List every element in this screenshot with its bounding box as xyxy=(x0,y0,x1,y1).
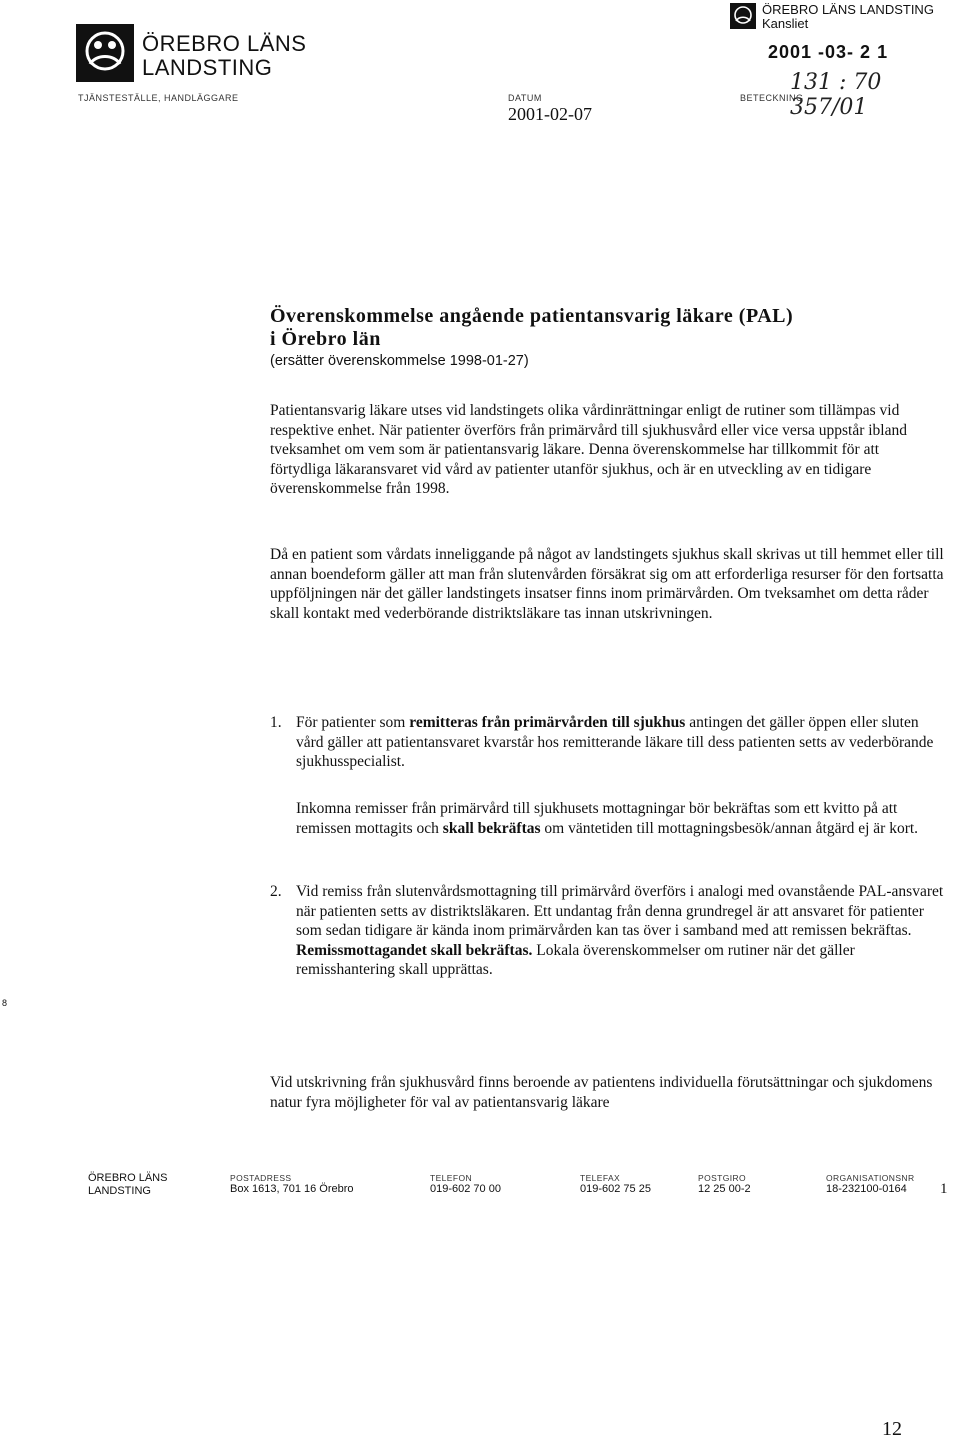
footer-side-number: 1 xyxy=(940,1181,948,1197)
item1-number: 1. xyxy=(270,714,282,731)
footer-fax xyxy=(580,1173,651,1195)
fax-value: 019-602 75 25 xyxy=(580,1183,651,1195)
stamp-logo-icon xyxy=(730,3,756,29)
footer-org-line2: LANDSTING xyxy=(88,1185,151,1197)
org-name xyxy=(142,32,306,80)
unit-label: TJÄNSTESTÄLLE, HANDLÄGGARE xyxy=(78,93,239,103)
item1-sub-text: Inkomna remisser från primärvård till sjukhusets mottagningar bör bekräftas som ett kvitto på att remissen mottagits och skall bekräftas om väntetiden till mottagningsbesök/annan åtgärd ej är kort. xyxy=(296,800,919,837)
item2-text: Vid remiss från slutenvårdsmottagning till primärvård överförs i analogi med ovanstående PAL-ansvaret när patienten setts av distriktsläkaren. Ett undantag från denna grundregel är att ansvaret för patienter som sedan tidigare är kända inom primärvården kan tas över i samband med att remissen bekräftas. Remissmottagandet skall bekräftas. Lokala överenskommelser om rutiner när det gäller remisshantering skall upprättas. xyxy=(296,883,944,978)
fax-label: TELEFAX xyxy=(580,1173,621,1183)
item2-number: 2. xyxy=(270,883,282,900)
phone-label: TELEFON xyxy=(430,1173,473,1183)
stamp-dept: Kansliet xyxy=(762,16,809,31)
title-line1: Överenskommelse angående patientansvarig läkare (PAL) xyxy=(270,305,794,327)
stamp-date: 2001 -03- 2 1 xyxy=(768,42,889,62)
footer-phone xyxy=(430,1173,501,1195)
handwritten-reference: 131 : 70 357/01 xyxy=(790,70,882,120)
org-name-line1: ÖREBRO LÄNS xyxy=(142,31,307,56)
giro-value: 12 25 00-2 xyxy=(698,1183,751,1195)
stamp-org xyxy=(762,3,934,31)
intro-paragraph: Patientansvarig läkare utses vid landstingets olika vårdinrättningar enligt de rutiner som tillämpas vid respektive enhet. När patienter överförs från primärvård till sjukhusvård eller vice versa uppstår ibland tveksamhet om vem som är patientansvarig läkare. Denna överenskommelse har tillkommit för att förtydliga läkaransvaret vid vård av patienter utanför sjukhus, och är en utveckling av en tidigare överenskommelse från 1998. xyxy=(270,402,907,497)
footer-org-line1: ÖREBRO LÄNS xyxy=(88,1172,168,1184)
giro-label: POSTGIRO xyxy=(698,1173,747,1183)
footer-giro xyxy=(698,1173,751,1195)
footer-org xyxy=(88,1172,167,1198)
postal-label: POSTADRESS xyxy=(230,1173,292,1183)
document-title xyxy=(270,305,930,372)
margin-mark: 8 xyxy=(2,998,8,1008)
closing-paragraph: Vid utskrivning från sjukhusvård finns beroende av patientens individuella förutsättningar och sjukdomens natur fyra möjligheter för val av patientansvarig läkare xyxy=(270,1074,933,1111)
item2-emphasis: Remissmottagandet skall bekräftas. xyxy=(296,941,533,959)
postal-value: Box 1613, 701 16 Örebro xyxy=(230,1183,354,1195)
item1-emphasis: remitteras från primärvården till sjukhus xyxy=(409,714,686,731)
item1-sub-emphasis: skall bekräftas xyxy=(442,819,541,837)
landsting-logo-icon xyxy=(76,24,134,82)
orgnr-label: ORGANISATIONSNR xyxy=(826,1173,915,1183)
org-name-line2: LANDSTING xyxy=(142,55,273,80)
date-label: DATUM xyxy=(508,93,542,103)
reference-label: BETECKNING xyxy=(740,93,804,103)
footer-orgnr xyxy=(826,1173,915,1195)
orgnr-value: 18-232100-0164 xyxy=(826,1183,907,1195)
stamp-org-name: ÖREBRO LÄNS LANDSTING xyxy=(762,2,934,17)
footer-postal xyxy=(230,1173,354,1195)
date-value: 2001-02-07 xyxy=(508,104,592,124)
page-number: 12 xyxy=(882,1418,902,1440)
subtitle: (ersätter överenskommelse 1998-01-27) xyxy=(270,353,529,369)
phone-value: 019-602 70 00 xyxy=(430,1183,501,1195)
item1-text: För patienter som remitteras från primärvården till sjukhus antingen det gäller öppen eller sluten vård gäller att patientansvaret kvarstår hos remitterande läkare till dess patienten setts av vederbörande sjukhusspecialist. xyxy=(296,714,934,770)
discharge-paragraph: Då en patient som vårdats inneliggande på något av landstingets sjukhus skall skrivas ut till hemmet eller till annan boendeform gäller att man från slutenvården försäkrat sig om att erforderliga resurser för den fortsatta uppföljningen när det gäller landstingets insatser finns inom primärvården. Om tveksamhet om detta råder skall kontakt med vederbörande distriktsläkare tas innan utskrivningen. xyxy=(270,546,944,622)
title-line2: i Örebro län xyxy=(270,328,381,350)
